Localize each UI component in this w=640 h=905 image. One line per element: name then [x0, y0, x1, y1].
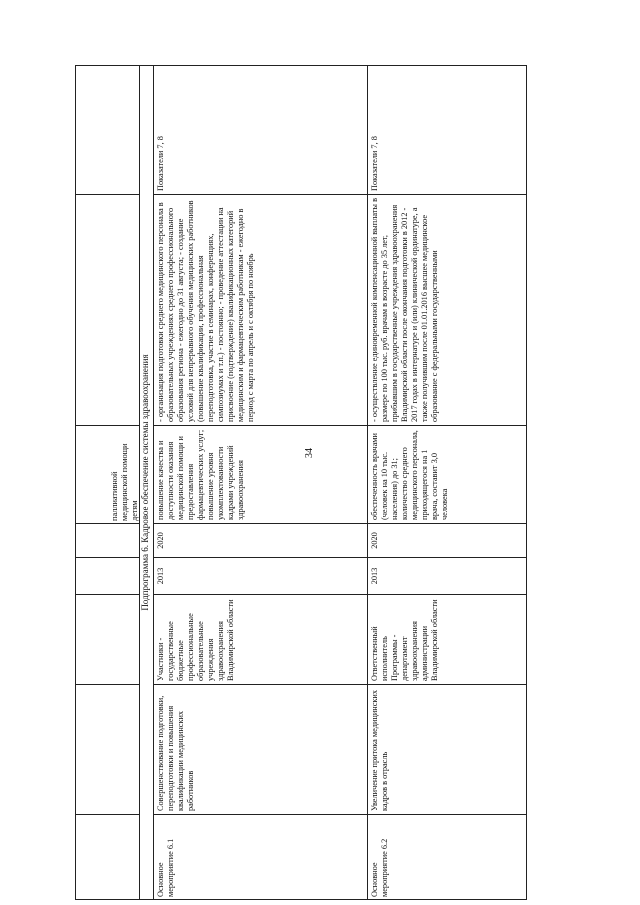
rotated-table	[75, 65, 527, 900]
measure-executor: Ответственный исполнитель Программы - департамент здравоохранения администрации Владимирской области	[370, 599, 439, 681]
measure-name: Увеличение притока медицинских кадров в отрасль	[370, 689, 389, 811]
measure-indicators: Показатели 7, 8	[370, 136, 379, 191]
measure-name: Совершенствование подготовки, переподготовки и повышения квалификации медицинских работников	[156, 695, 195, 811]
measure-actions: - организация подготовки среднего медицинского персонала в образовательных учреждениях среднего профессионального образования региона - ежегодно до 31 августа; - создание условий для непрерывного обучения медицинских работников (повышение квалификации, профессиональная переподготовка, участие в семинарах, конференциях, симпозиумах и т.п.) - постоянно; - проведение аттестации на присвоение (подтверждение) квалификационных категорий медицинским и фармацевтическим работникам - ежегодно в период с марта по апрель и с октября по ноябрь	[156, 200, 255, 422]
measure-type: Основное мероприятие 6.2	[370, 838, 389, 897]
measure-type: Основное мероприятие 6.1	[156, 838, 175, 897]
end-year: 2020	[370, 532, 379, 549]
measure-actions: - осуществление единовременной компенсационной выплаты в размере по 100 тыс. руб. врачам в возрасте до 35 лет, прибывшим в государственные учреждения здравоохранения Владимирской области после окончания подготовки в 2012 - 2017 годах в интернатуре и (или) клинической ординатуре, а также получившим после 01.01.2016 высшее медицинское образование с федеральными государственными	[370, 198, 439, 422]
expected-result: повышение качества и доступности оказания медицинской помощи и предоставления фармацевтических услуг; повышение уровня укомплектованности кадрами учреждений здравоохранения	[156, 429, 245, 520]
measure-indicators: Показатели 7, 8	[156, 136, 165, 191]
expected-result: обеспеченность врачами (человек на 10 тыс. населения) до 31; количество среднего медицинского персонала, приходящегося на 1 врача, составит 3,0 человека	[370, 430, 449, 520]
end-year: 2020	[156, 532, 165, 549]
measure-executor: Участники - государственные бюджетные профессиональные образовательные учреждения здравоохранения Владимирской области	[156, 599, 235, 681]
start-year: 2013	[370, 567, 379, 585]
start-year: 2013	[156, 567, 165, 585]
top-fragment: паллиативной медицинской помощи детям	[110, 443, 139, 521]
page-number: 34	[304, 448, 315, 458]
subprogram-title: Подпрограмма 6. Кадровое обеспечение системы здравоохранения	[140, 354, 150, 611]
